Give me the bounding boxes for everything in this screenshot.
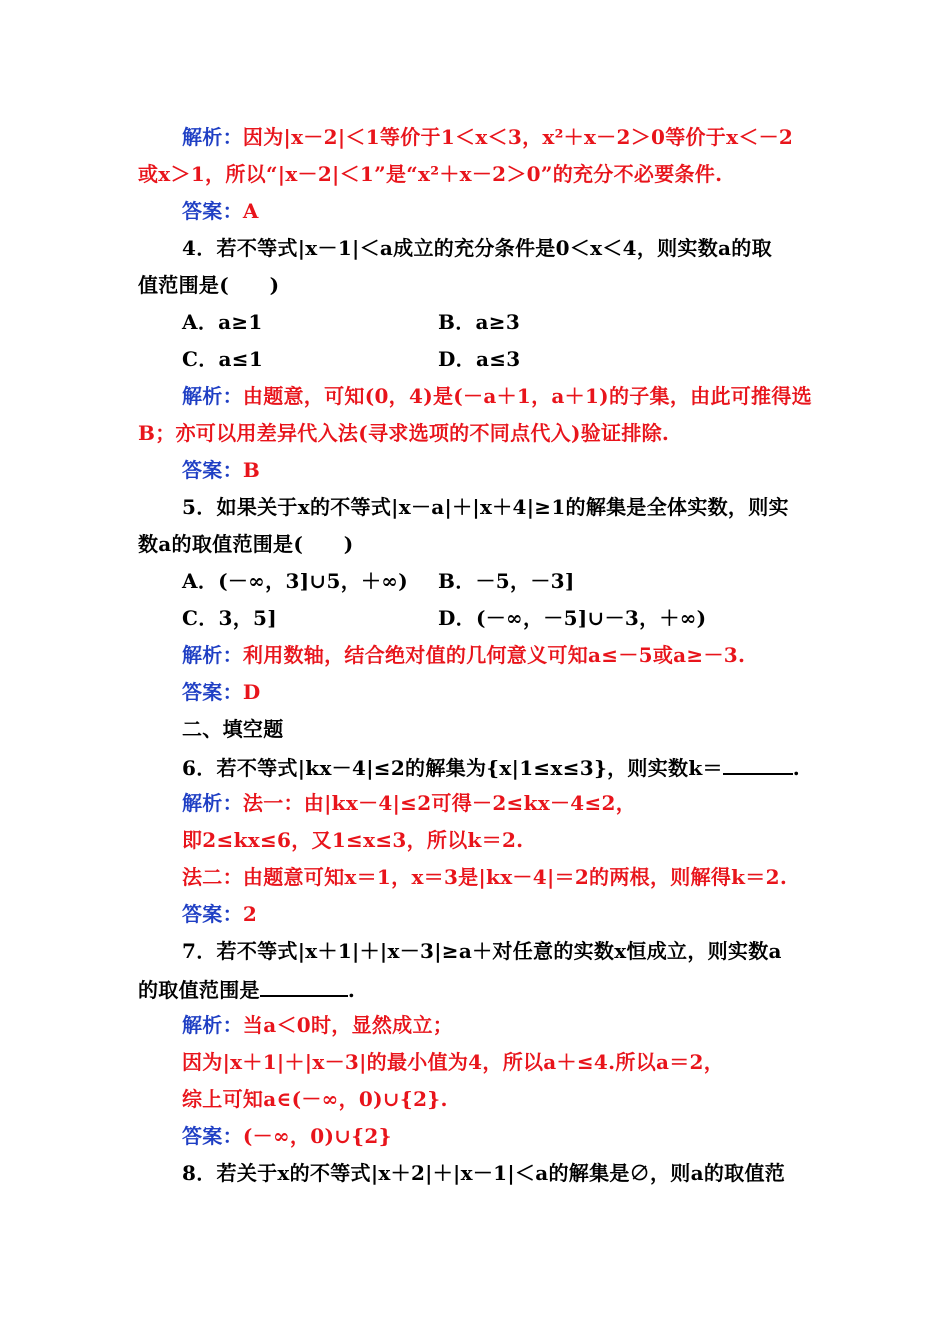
q5-options-row2 [182, 605, 818, 631]
q3-analysis-line2: 或x＞1，所以“|x－2|＜1”是“x²＋x－2＞0”的充分不必要条件. [138, 162, 723, 186]
q7-stem-end: . [347, 978, 356, 1002]
q6-answer [182, 901, 818, 927]
answer-label: 答案： [182, 458, 243, 482]
q3-answer [182, 198, 818, 224]
answer-label: 答案： [182, 199, 243, 223]
answer-label: 答案： [182, 902, 243, 926]
q4-answer [182, 457, 818, 483]
analysis-text: 由题意，可知(0，4)是(－a＋1，a＋1)的子集，由此可推得选 [242, 384, 812, 408]
q6-analysis-line2: 即2≤kx≤6，又1≤x≤3，所以k＝2. [182, 828, 524, 852]
q5-analysis-line1 [182, 642, 818, 668]
q7-analysis-line3: 综上可知a∈(－∞，0)∪{2}. [182, 1087, 448, 1111]
q6-stem-end: . [792, 756, 801, 780]
answer-value: D [242, 680, 261, 704]
q6-stem [182, 753, 818, 779]
q7-analysis-line2: 因为|x＋1|＋|x－3|的最小值为4，所以a＋≤4.所以a＝2， [182, 1050, 725, 1074]
analysis-label: 解析： [182, 384, 243, 408]
analysis-label: 解析： [182, 1013, 243, 1037]
q4-stem-line2: 值范围是( ) [138, 273, 280, 297]
q7-stem-text: 的取值范围是 [138, 978, 260, 1002]
q6-analysis-line1 [182, 790, 818, 816]
analysis-text: 当a＜0时，显然成立； [242, 1013, 454, 1037]
answer-value: (－∞，0)∪{2} [242, 1124, 392, 1148]
q8-stem-line1: 8．若关于x的不等式|x＋2|＋|x－1|＜a的解集是∅，则a的取值范 [182, 1161, 786, 1185]
answer-label: 答案： [182, 680, 243, 704]
answer-value: A [242, 199, 259, 223]
analysis-text: 法一：由|kx－4|≤2可得－2≤kx－4≤2， [242, 791, 637, 815]
analysis-label: 解析： [182, 791, 243, 815]
answer-value: 2 [242, 902, 258, 926]
q4-options-row2 [182, 346, 818, 372]
q5-options-row1 [182, 568, 818, 594]
q7-stem-line1: 7．若不等式|x＋1|＋|x－3|≥a＋对任意的实数x恒成立，则实数a [182, 939, 782, 963]
section-title: 二、填空题 [182, 717, 284, 741]
answer-value: B [242, 458, 261, 482]
q5-stem-line1: 5．如果关于x的不等式|x－a|＋|x＋4|≥1的解集是全体实数，则实 [182, 495, 789, 519]
q5-answer [182, 679, 818, 705]
q7-answer [182, 1123, 818, 1149]
analysis-label: 解析： [182, 125, 243, 149]
q7-analysis-line1 [182, 1012, 818, 1038]
answer-blank [723, 753, 793, 775]
option-c: C．3，5] [182, 606, 278, 630]
analysis-text: 利用数轴，结合绝对值的几何意义可知a≤－5或a≥－3. [242, 643, 746, 667]
q4-analysis-line2: B；亦可以用差异代入法(寻求选项的不同点代入)验证排除. [138, 421, 670, 445]
answer-blank [260, 975, 348, 997]
q7-stem-line2 [138, 975, 818, 1001]
q4-options-row1 [182, 309, 818, 335]
q4-stem-line1: 4．若不等式|x－1|＜a成立的充分条件是0＜x＜4，则实数a的取 [182, 236, 772, 260]
q5-stem-line2: 数a的取值范围是( ) [138, 532, 354, 556]
analysis-text: 因为|x－2|＜1等价于1＜x＜3，x²＋x－2＞0等价于x＜－2 [242, 125, 794, 149]
option-d: D．a≤3 [438, 347, 521, 371]
option-b: B．－5，－3] [438, 569, 575, 593]
option-a: A．(－∞，3]∪5，＋∞) [182, 569, 409, 593]
q6-stem-text: 6．若不等式|kx－4|≤2的解集为{x|1≤x≤3}，则实数k＝ [182, 756, 723, 780]
option-a: A．a≥1 [182, 310, 263, 334]
option-d: D．(－∞，－5]∪－3，＋∞) [438, 606, 707, 630]
analysis-label: 解析： [182, 643, 243, 667]
answer-label: 答案： [182, 1124, 243, 1148]
option-c: C．a≤1 [182, 347, 264, 371]
q4-analysis-line1 [182, 383, 818, 409]
q6-analysis-line3: 法二：由题意可知x＝1，x＝3是|kx－4|＝2的两根，则解得k＝2. [182, 865, 788, 889]
q3-analysis-line1 [182, 124, 818, 150]
option-b: B．a≥3 [438, 310, 521, 334]
